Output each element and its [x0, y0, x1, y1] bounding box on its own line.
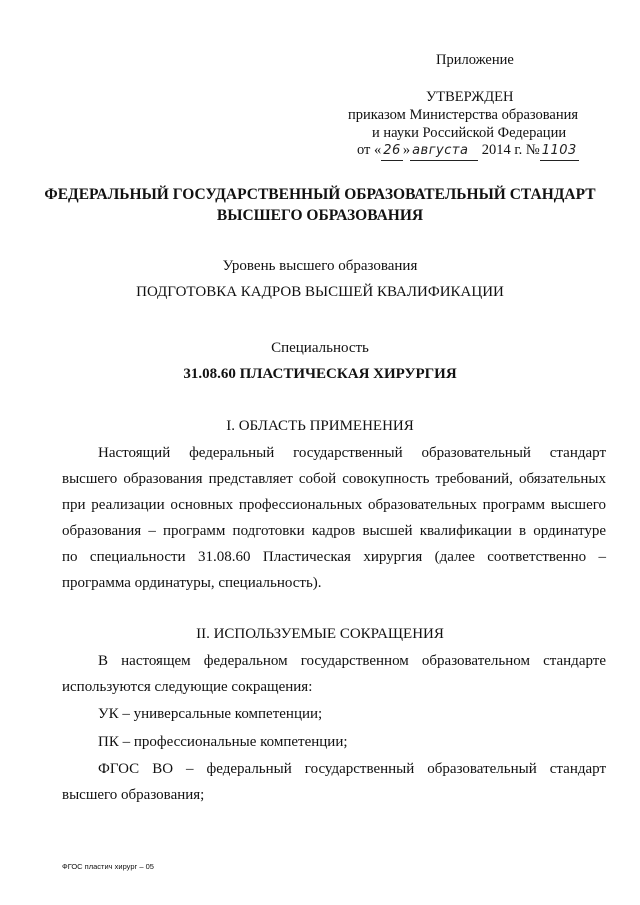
- date-prefix: от «: [357, 142, 382, 158]
- document-title-line-1: ФЕДЕРАЛЬНЫЙ ГОСУДАРСТВЕННЫЙ ОБРАЗОВАТЕЛЬНЫЙ СТАНДАРТ: [44, 186, 596, 203]
- date-month-handwritten: августа: [410, 142, 478, 161]
- abbrev-item-fgos-line-1: ФГОС ВО – федеральный государственный образовательный стандарт: [98, 761, 606, 777]
- date-mid: »: [402, 142, 411, 158]
- order-date-line: [357, 141, 579, 161]
- date-day-handwritten: 26: [381, 142, 403, 161]
- abbrev-item-pk: ПК – профессиональные компетенции;: [98, 734, 348, 750]
- order-line-2: и науки Российской Федерации: [372, 125, 567, 141]
- level-label: Уровень высшего образования: [222, 258, 418, 274]
- order-line-1: приказом Министерства образования: [348, 107, 579, 123]
- document-title-line-2: ВЫСШЕГО ОБРАЗОВАНИЯ: [216, 207, 424, 224]
- specialty-value: 31.08.60 ПЛАСТИЧЕСКАЯ ХИРУРГИЯ: [183, 366, 457, 382]
- section2-intro-line-1: В настоящем федеральном государственном образовательном стандарте: [98, 653, 606, 669]
- abbrev-item-uk: УК – универсальные компетенции;: [98, 706, 323, 722]
- section2-heading: II. ИСПОЛЬЗУЕМЫЕ СОКРАЩЕНИЯ: [196, 626, 444, 642]
- approved-label: УТВЕРЖДЕН: [426, 89, 514, 105]
- page-footer: ФГОС пластич хирург – 05: [62, 862, 154, 871]
- section1-line-2: высшего образования представляет собой совокупность требований, обязательных: [62, 471, 606, 487]
- section1-line-4: образования – программ подготовки кадров высшей квалификации в ординатуре: [62, 523, 606, 539]
- abbrev-item-fgos-line-2: высшего образования;: [62, 787, 205, 803]
- appendix-label: Приложение: [436, 52, 514, 68]
- section1-heading: I. ОБЛАСТЬ ПРИМЕНЕНИЯ: [226, 418, 414, 434]
- date-year: 2014 г. №: [481, 142, 540, 158]
- specialty-label: Специальность: [271, 340, 369, 356]
- order-number-handwritten: 1103: [540, 142, 579, 161]
- level-value: ПОДГОТОВКА КАДРОВ ВЫСШЕЙ КВАЛИФИКАЦИИ: [136, 284, 504, 300]
- section1-line-1: Настоящий федеральный государственный образовательный стандарт: [98, 445, 606, 461]
- section1-line-6: программа ординатуры, специальность).: [62, 575, 322, 591]
- section1-line-3: при реализации основных профессиональных образовательных программ высшего: [62, 497, 606, 513]
- section1-line-5: по специальности 31.08.60 Пластическая хирургия (далее соответственно –: [62, 549, 606, 565]
- section2-intro-line-2: используются следующие сокращения:: [62, 679, 313, 695]
